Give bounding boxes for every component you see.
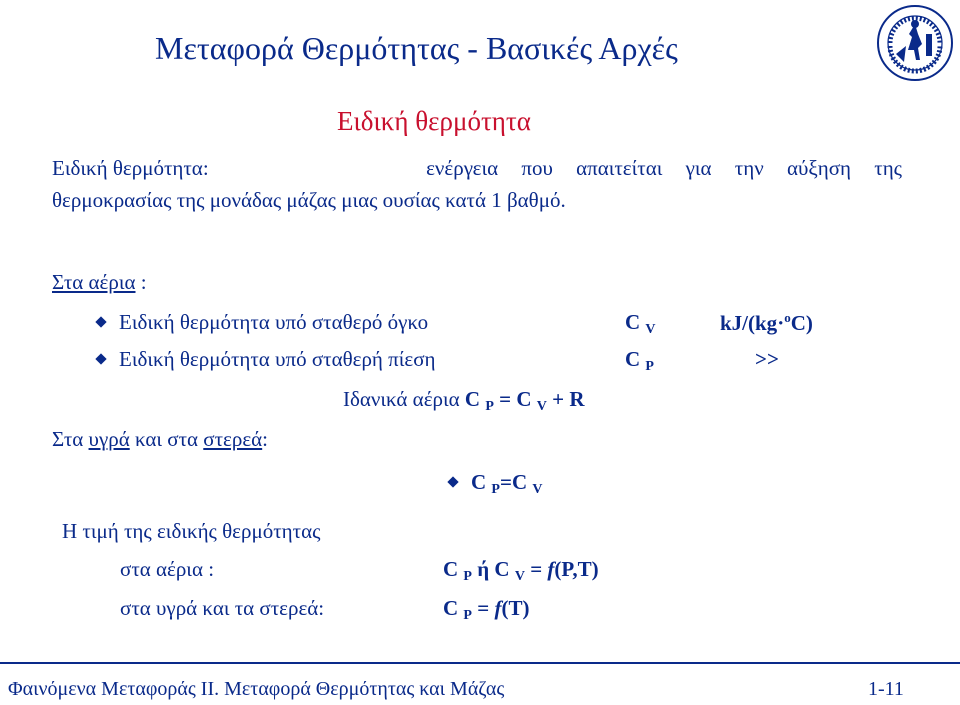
value-liquid-solid-label: στα υγρά και τα στερεά: bbox=[120, 596, 325, 620]
diamond-bullet-icon bbox=[95, 316, 106, 327]
cv-unit bbox=[720, 310, 813, 336]
liquids-middle: και στα bbox=[129, 427, 204, 451]
vg-c2-sub: V bbox=[514, 569, 525, 584]
cv-letter: C bbox=[625, 310, 641, 334]
cv-unit-degree: o bbox=[784, 310, 791, 325]
ideal-eq: = C bbox=[493, 387, 532, 411]
cp-letter: C bbox=[625, 347, 641, 371]
cp-unit: >> bbox=[755, 347, 779, 371]
liquids-cp-cv-bullet bbox=[449, 470, 543, 498]
ideal-gas-relation bbox=[343, 387, 585, 415]
vl-c: C bbox=[443, 596, 459, 620]
vl-c-sub: P bbox=[463, 608, 472, 623]
ideal-gas-formula bbox=[464, 387, 585, 414]
cv-unit-post: C) bbox=[790, 311, 813, 335]
footer-divider bbox=[0, 662, 960, 664]
vl-eq: = bbox=[471, 596, 495, 620]
gases-heading-suffix: : bbox=[135, 270, 147, 294]
ideal-c1: C bbox=[464, 387, 481, 411]
value-gas-label: στα αέρια : bbox=[120, 557, 215, 581]
value-liquid-solid-formula bbox=[443, 596, 529, 624]
bullet-constant-volume bbox=[97, 310, 428, 335]
cp-subscript: P bbox=[645, 359, 654, 374]
footer-page-number: 1-11 bbox=[868, 678, 904, 700]
vl-args: (T) bbox=[501, 596, 530, 620]
vg-f: f bbox=[547, 557, 555, 581]
cp-symbol bbox=[625, 347, 654, 375]
cv-unit-pre: kJ/(kg bbox=[720, 311, 778, 335]
value-gas-formula bbox=[443, 557, 599, 585]
liquids-word: υγρά bbox=[88, 427, 130, 451]
diamond-bullet-icon bbox=[447, 476, 458, 487]
page-title: Μεταφορά Θερμότητας - Βασικές Αρχές bbox=[155, 30, 678, 66]
gases-heading-text: Στα αέρια bbox=[52, 270, 136, 294]
definition-line-2: θερμοκρασίας της μονάδας μάζας μιας ουσίας κατά 1 βαθμό. bbox=[52, 188, 566, 212]
liquids-solids-heading bbox=[52, 427, 268, 452]
definition-rest: ενέργεια που απαιτείται για την αύξηση της bbox=[426, 156, 902, 180]
vg-c1-sub: P bbox=[463, 569, 472, 584]
liq-c1: C bbox=[471, 470, 487, 494]
section-subtitle: Ειδική θερμότητα bbox=[337, 106, 531, 136]
bullet-constant-volume-text: Ειδική θερμότητα υπό σταθερό όγκο bbox=[119, 310, 429, 334]
ideal-plus: + R bbox=[546, 387, 585, 411]
solids-word: στερεά bbox=[203, 427, 263, 451]
vg-args: (P,T) bbox=[554, 557, 599, 581]
value-heading: Η τιμή της ειδικής θερμότητας bbox=[62, 519, 321, 543]
definition-term: Ειδική θερμότητα: bbox=[52, 156, 209, 180]
ideal-gas-label: Ιδανικά αέρια bbox=[343, 387, 460, 411]
ideal-c1-sub: P bbox=[485, 399, 494, 414]
bullet-constant-pressure bbox=[97, 347, 436, 372]
vg-eq: = bbox=[524, 557, 548, 581]
cv-subscript: V bbox=[645, 322, 656, 337]
liquids-suffix: : bbox=[262, 427, 269, 451]
cv-symbol bbox=[625, 310, 656, 338]
liq-eq: =C bbox=[499, 470, 528, 494]
ideal-c2-sub: V bbox=[536, 399, 547, 414]
vg-c1: C bbox=[443, 557, 459, 581]
diamond-bullet-icon bbox=[95, 353, 106, 364]
university-seal-logo bbox=[876, 4, 954, 82]
liq-c2-sub: V bbox=[532, 482, 543, 497]
gases-heading bbox=[52, 270, 147, 295]
cv-unit-dot: · bbox=[777, 311, 785, 335]
vg-or: ή C bbox=[471, 557, 510, 581]
liquids-prefix: Στα bbox=[52, 427, 89, 451]
liq-c1-sub: P bbox=[491, 482, 500, 497]
definition-line-1 bbox=[52, 156, 902, 181]
bullet-constant-pressure-text: Ειδική θερμότητα υπό σταθερή πίεση bbox=[119, 347, 436, 371]
footer-course-title: Φαινόμενα Μεταφοράς ΙΙ. Μεταφορά Θερμότητας και Μάζας bbox=[8, 678, 505, 700]
vl-f: f bbox=[494, 596, 502, 620]
